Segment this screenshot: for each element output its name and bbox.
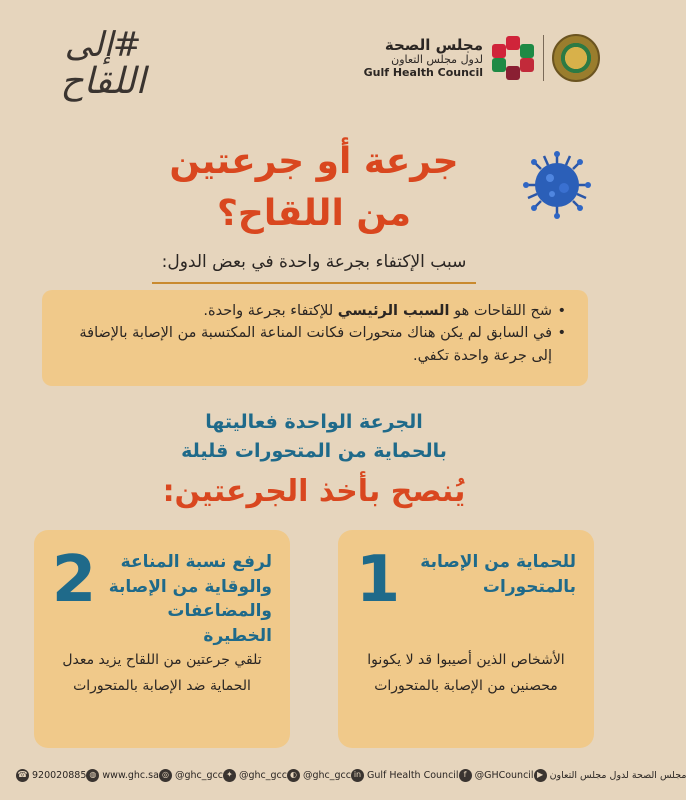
- instagram-icon: ◎: [159, 769, 172, 782]
- facebook-icon: f: [459, 769, 472, 782]
- footer-contacts: [16, 764, 686, 786]
- org-subname-ar: لدول مجلس التعاون: [391, 52, 483, 66]
- phone-icon: ☎: [16, 769, 29, 782]
- footer-linkedin[interactable]: [351, 769, 459, 782]
- advice-heading: يُنصح بأخذ الجرعتين:: [162, 474, 466, 509]
- title-line1: جرعة أو جرعتين: [169, 141, 459, 182]
- card1-title: للحماية من الإصابة بالمتحورات: [420, 552, 576, 597]
- hashtag-line2: اللقاح: [60, 61, 146, 102]
- footer-twitter-label: @ghc_gcc: [238, 769, 287, 781]
- ghc-flags-logo: [491, 36, 535, 80]
- reason-item-2: • في السابق لم يكن هناك متحورات فكانت المناعة المكتسبة من الإصابة بالإضافة إلى جرعة واحدة تكفي.: [60, 322, 566, 367]
- org-name-block: [364, 37, 483, 80]
- footer-youtube-label: مجلس الصحة لدول مجلس التعاون: [549, 769, 686, 781]
- footer-snapchat-label: @ghc_gcc: [302, 769, 351, 781]
- footer-snapchat[interactable]: [287, 769, 351, 782]
- title-line2: من اللقاح؟: [216, 193, 412, 235]
- globe-icon: ◍: [86, 769, 99, 782]
- reason-item-1: [60, 300, 566, 322]
- effectiveness-line1: الجرعة الواحدة فعاليتها: [205, 411, 423, 433]
- snapchat-icon: ◐: [287, 769, 300, 782]
- card2-title: لرفع نسبة المناعة والوقاية من الإصابة والمضاعفات الخطيرة: [108, 552, 272, 646]
- reason-card-1: [338, 530, 594, 748]
- heading-underline: [152, 282, 476, 284]
- reason-card-2: [34, 530, 290, 748]
- linkedin-icon: in: [351, 769, 364, 782]
- header-logos: [364, 34, 600, 82]
- footer-facebook[interactable]: [459, 769, 534, 782]
- effectiveness-line2: بالحماية من المتحورات قليلة: [181, 439, 447, 462]
- youtube-icon: ▶: [534, 769, 547, 782]
- footer-website-label: www.ghc.sa: [102, 769, 159, 781]
- effectiveness-statement: [0, 408, 628, 465]
- reasons-heading: سبب الإكتفاء بجرعة واحدة في بعض الدول:: [161, 252, 467, 272]
- hashtag-logo: [18, 25, 188, 118]
- footer-facebook-label: @GHCouncil: [474, 769, 534, 781]
- reason1-post: للإكتفاء بجرعة واحدة.: [203, 303, 334, 319]
- footer-twitter[interactable]: [223, 769, 287, 782]
- org-name-en: Gulf Health Council: [363, 65, 483, 79]
- footer-youtube[interactable]: [534, 769, 686, 782]
- hashtag-line1: #إلى: [64, 25, 142, 65]
- footer-phone-label: 920020885: [32, 769, 87, 781]
- card2-body: تلقي جرعتين من اللقاح يزيد معدل الحماية ضد الإصابة بالمتحورات: [62, 652, 262, 694]
- card1-number: 1: [355, 543, 401, 617]
- reason1-pre: شح اللقاحات هو: [454, 303, 552, 319]
- reason1-bold: السبب الرئيسي: [337, 303, 450, 319]
- footer-linkedin-label: Gulf Health Council: [366, 769, 459, 781]
- card2-number: 2: [51, 543, 97, 617]
- footer-phone[interactable]: [16, 769, 86, 782]
- logo-divider: [543, 35, 544, 81]
- reasons-box: [42, 290, 588, 386]
- footer-instagram-label: @ghc_gcc: [174, 769, 223, 781]
- org-name-ar: مجلس الصحة: [384, 35, 483, 54]
- footer-instagram[interactable]: [159, 769, 223, 782]
- footer-website[interactable]: [86, 769, 159, 782]
- twitter-icon: ✦: [223, 769, 236, 782]
- gcc-seal-logo: [552, 34, 600, 82]
- main-title: [0, 136, 628, 240]
- card1-body: الأشخاص الذين أصيبوا قد لا يكونوا محصنين من الإصابة بالمتحورات: [367, 652, 565, 694]
